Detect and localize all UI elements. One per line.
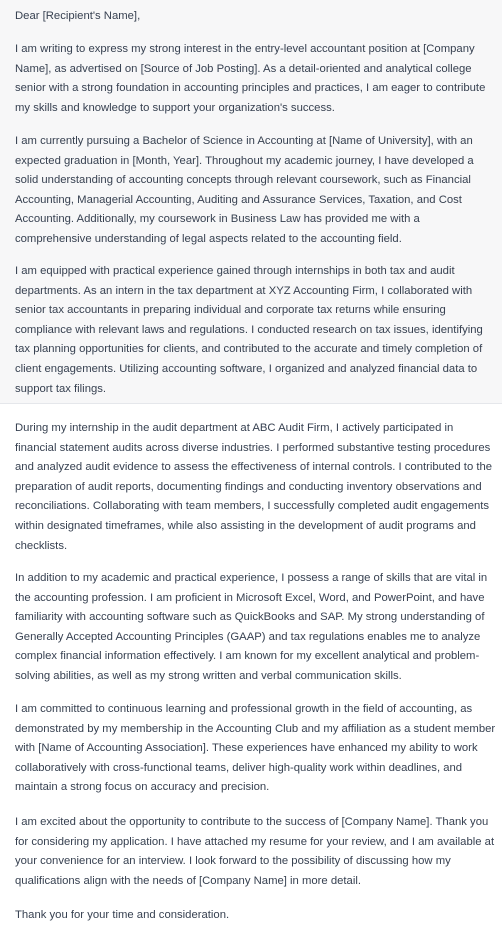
greeting-text: Dear [Recipient's Name], — [15, 10, 141, 22]
paragraph-thanks: Thank you for your time and consideration. — [15, 909, 230, 921]
paragraph-interest: I am writing to express my strong interest in the entry-level accountant position at [Company Name], as advertised on [Source of Job Posting]. As a detail-oriented and analytical college senior with a strong foundation in accounting principles and practices, I am eager to contribute my skills and knowledge to support your organization's success. — [15, 43, 486, 114]
paragraph-tax-internship: I am equipped with practical experience gained through internships in both tax and audit departments. As an intern in the tax department at XYZ Accounting Firm, I collaborated with senior tax accountants in preparing individual and corporate tax returns while ensuring compliance with relevant laws and regulations. I conducted research on tax issues, identifying tax planning opportunities for clients, and contributed to the accurate and timely completion of client engagements. Utilizing accounting software, I organized and analyzed financial data to support tax filings. — [15, 265, 483, 395]
paragraph-audit-internship: During my internship in the audit department at ABC Audit Firm, I actively participated in financial statement audits across diverse industries. I performed substantive testing procedures and analyzed audit evidence to assess the effectiveness of internal controls. I contributed to the preparation of audit reports, documenting findings and conducting inventory observations and reconciliations. Collaborating with team members, I successfully completed audit engagements within designated timeframes, while also assisting in the development of audit programs and checklists. — [15, 422, 493, 552]
paragraph-education: I am currently pursuing a Bachelor of Science in Accounting at [Name of University], with an expected graduation in [Month, Year]. Throughout my academic journey, I have developed a solid understanding of accounting concepts through relevant coursework, such as Financial Accounting, Managerial Accounting, Auditing and Assurance Services, Taxation, and Cost Accounting. Additionally, my coursework in Business Law has provided me with a comprehensive understanding of legal aspects related to the accounting field. — [15, 135, 474, 245]
paragraph-growth: I am committed to continuous learning and professional growth in the field of accounting, as demonstrated by my membership in the Accounting Club and my affiliation as a student member with [Name of Accounting Association]. These experiences have enhanced my ability to work collaboratively with cross-functional teams, deliver high-quality work within deadlines, and maintain a strong focus on accuracy and precision. — [15, 703, 496, 794]
paragraph-skills: In addition to my academic and practical experience, I possess a range of skills that are vital in the accounting profession. I am proficient in Microsoft Excel, Word, and PowerPoint, and have familiarity with accounting software such as QuickBooks and SAP. My strong understanding of Generally Accepted Accounting Principles (GAAP) and tax regulations enables me to analyze complex financial information effectively. I am known for my excellent analytical and problem-solving abilities, as well as my strong written and verbal communication skills. — [15, 572, 488, 682]
message-bottom-panel — [0, 410, 502, 934]
paragraph-closing: I am excited about the opportunity to contribute to the success of [Company Name]. Thank you for considering my application. I have attached my resume for your review, and I am available at your convenience for an interview. I look forward to the possibility of discussing how my qualifications align with the needs of [Company Name] in more detail. — [15, 816, 495, 887]
message-top-panel — [0, 0, 502, 404]
